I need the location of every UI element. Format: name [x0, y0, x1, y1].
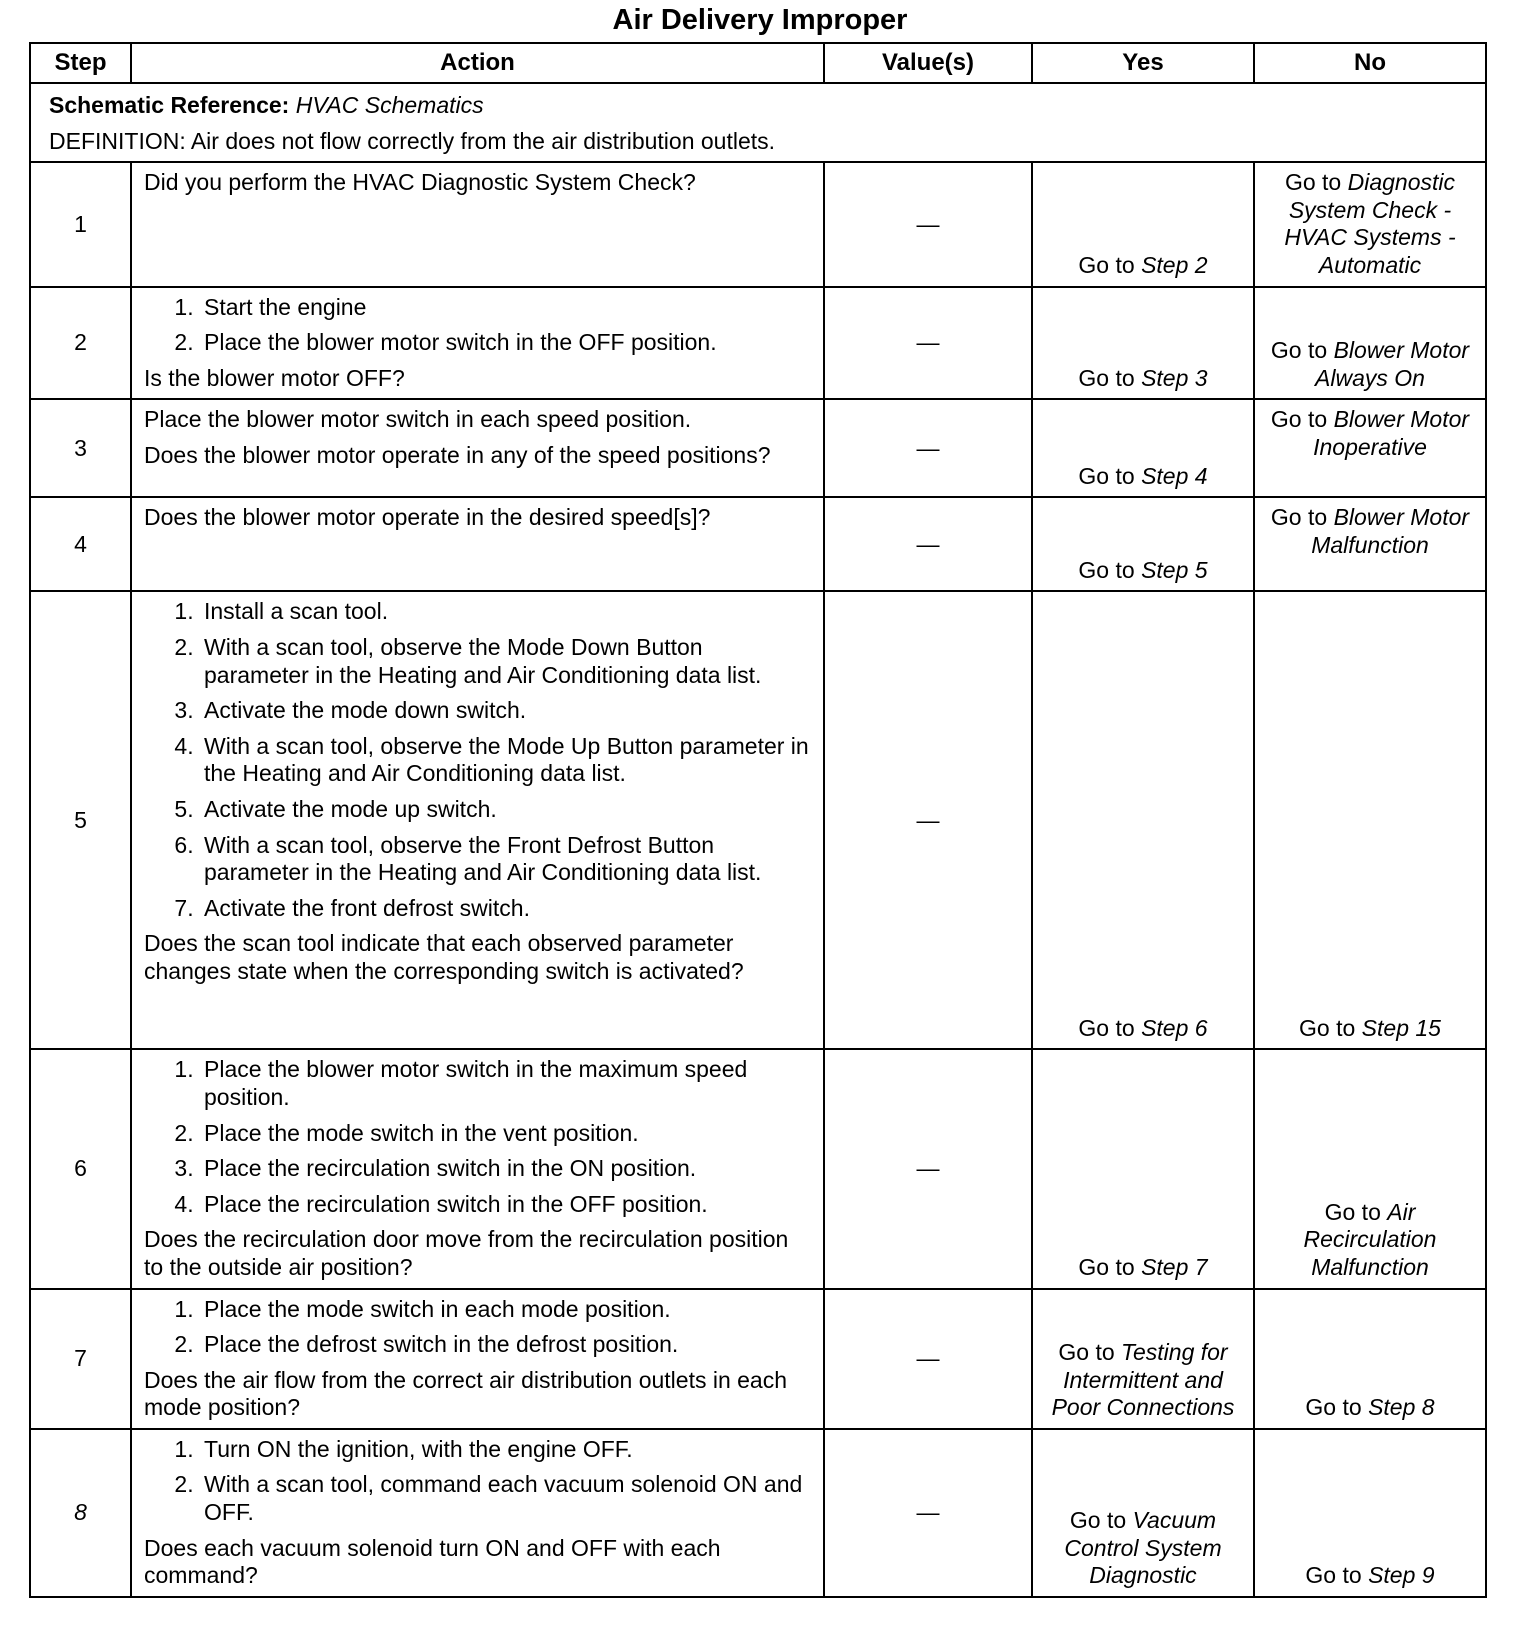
yes-cell — [1032, 497, 1254, 591]
value-cell: — — [824, 497, 1032, 591]
goto-prefix: Go to — [1270, 504, 1334, 531]
yes-cell — [1032, 591, 1254, 1049]
no-cell — [1254, 497, 1486, 591]
action-cell — [131, 162, 824, 286]
action-steps — [144, 598, 813, 922]
diagnostic-table — [29, 42, 1487, 1598]
yes-cell — [1032, 1289, 1254, 1429]
value-cell: — — [824, 1049, 1032, 1288]
step-number: 7 — [30, 1289, 131, 1429]
goto-prefix: Go to — [1270, 337, 1334, 364]
action-steps — [144, 1296, 813, 1359]
header-no: No — [1254, 43, 1486, 83]
action-steps — [144, 294, 813, 357]
definition-text: DEFINITION: Air does not flow correctly from the air distribution outlets. — [49, 127, 776, 154]
info-cell — [30, 83, 1486, 162]
step-number: 5 — [30, 591, 131, 1049]
table-row — [30, 591, 1486, 1049]
goto-prefix: Go to — [1078, 1253, 1142, 1280]
step-number: 2 — [30, 287, 131, 400]
yes-link[interactable] — [1078, 557, 1207, 583]
yes-cell — [1032, 287, 1254, 400]
schematic-link[interactable]: HVAC Schematics — [295, 92, 484, 118]
action-question: Does the blower motor operate in any of the speed positions? — [144, 441, 771, 468]
goto-prefix: Go to — [1324, 1198, 1388, 1225]
goto-target[interactable]: Step 3 — [1141, 364, 1208, 391]
action-step: 7. Activate the front defrost switch. — [200, 895, 813, 923]
no-cell — [1254, 287, 1486, 400]
yes-link[interactable] — [1078, 463, 1207, 489]
action-steps — [144, 1436, 813, 1527]
goto-target[interactable]: Blower Motor Malfunction — [1311, 504, 1470, 558]
goto-target[interactable]: Blower Motor Always On — [1315, 337, 1470, 391]
yes-cell — [1032, 1049, 1254, 1288]
action-step: 3. Place the recirculation switch in the ON position. — [200, 1155, 813, 1183]
no-cell — [1254, 399, 1486, 497]
table-row — [30, 399, 1486, 497]
goto-prefix: Go to — [1078, 1014, 1142, 1041]
action-step: 4. Place the recirculation switch in the OFF position. — [200, 1191, 813, 1219]
goto-target[interactable]: Step 9 — [1368, 1562, 1435, 1589]
action-step: 2. With a scan tool, command each vacuum solenoid ON and OFF. — [200, 1471, 813, 1526]
action-step: 1. Install a scan tool. — [200, 598, 813, 626]
step-number: 8 — [30, 1429, 131, 1597]
no-link[interactable] — [1299, 1015, 1441, 1041]
value-cell: — — [824, 1289, 1032, 1429]
action-steps — [144, 1056, 813, 1218]
header-yes: Yes — [1032, 43, 1254, 83]
goto-prefix: Go to — [1078, 462, 1142, 489]
action-cell — [131, 497, 824, 591]
action-question: Did you perform the HVAC Diagnostic System Check? — [144, 169, 696, 196]
action-step: 2. Place the mode switch in the vent position. — [200, 1120, 813, 1148]
step-rows — [30, 162, 1486, 1597]
action-question: Does each vacuum solenoid turn ON and OFF with each command? — [144, 1534, 721, 1589]
goto-target[interactable]: Vacuum Control System Diagnostic — [1064, 1507, 1222, 1589]
page-title: Air Delivery Improper — [612, 4, 908, 36]
goto-prefix: Go to — [1078, 364, 1142, 391]
goto-prefix: Go to — [1058, 1339, 1122, 1366]
goto-prefix: Go to — [1069, 1507, 1133, 1534]
action-step: 2. With a scan tool, observe the Mode Down Button parameter in the Heating and Air Conditioning data list. — [200, 634, 813, 689]
goto-target[interactable]: Air Recirculation Malfunction — [1303, 1198, 1437, 1280]
goto-target[interactable]: Step 8 — [1368, 1394, 1435, 1421]
info-row — [30, 83, 1486, 162]
step-number: 4 — [30, 497, 131, 591]
action-step: 1. Turn ON the ignition, with the engine OFF. — [200, 1436, 813, 1464]
no-link[interactable] — [1284, 169, 1455, 278]
action-step: 2. Place the defrost switch in the defrost position. — [200, 1331, 813, 1359]
header-values: Value(s) — [824, 43, 1032, 83]
table-row — [30, 497, 1486, 591]
action-question: Does the recirculation door move from the recirculation position to the outside air position? — [144, 1226, 789, 1280]
yes-link[interactable] — [1078, 1015, 1207, 1041]
action-cell — [131, 1049, 824, 1288]
no-cell — [1254, 162, 1486, 286]
no-cell — [1254, 591, 1486, 1049]
action-step: 4. With a scan tool, observe the Mode Up Button parameter in the Heating and Air Conditioning data list. — [200, 733, 813, 788]
table-row — [30, 1049, 1486, 1288]
schematic-reference — [49, 92, 1471, 120]
table-row — [30, 1429, 1486, 1597]
action-cell — [131, 399, 824, 497]
action-step: 2. Place the blower motor switch in the OFF position. — [200, 329, 813, 357]
goto-target[interactable]: Step 4 — [1141, 462, 1208, 489]
table-row — [30, 1289, 1486, 1429]
step-number: 3 — [30, 399, 131, 497]
table-row — [30, 162, 1486, 286]
value-cell: — — [824, 399, 1032, 497]
action-step: 1. Place the mode switch in each mode position. — [200, 1296, 813, 1324]
no-link[interactable] — [1271, 337, 1469, 391]
no-cell — [1254, 1429, 1486, 1597]
schematic-label: Schematic Reference: — [49, 92, 290, 118]
no-link[interactable] — [1271, 406, 1469, 460]
action-question: Does the blower motor operate in the desired speed[s]? — [144, 504, 711, 531]
no-link[interactable] — [1304, 1199, 1437, 1280]
no-link[interactable] — [1305, 1562, 1434, 1588]
action-intro: Place the blower motor switch in each speed position. — [144, 406, 692, 433]
yes-link[interactable] — [1078, 365, 1207, 391]
action-step: 1. Place the blower motor switch in the maximum speed position. — [200, 1056, 813, 1111]
action-cell — [131, 1429, 824, 1597]
action-question: Does the scan tool indicate that each observed parameter changes state when the corresponding switch is activated? — [144, 930, 744, 984]
no-cell — [1254, 1289, 1486, 1429]
yes-cell — [1032, 399, 1254, 497]
header-step: Step — [30, 43, 131, 83]
action-cell — [131, 287, 824, 400]
step-number: 1 — [30, 162, 131, 286]
header-row — [30, 43, 1486, 83]
goto-target[interactable]: Blower Motor Inoperative — [1313, 406, 1470, 460]
goto-target[interactable]: Step 2 — [1141, 251, 1208, 278]
goto-target[interactable]: Testing for Intermittent and Poor Connections — [1051, 1339, 1235, 1421]
value-cell: — — [824, 1429, 1032, 1597]
table-row — [30, 287, 1486, 400]
action-question: Is the blower motor OFF? — [144, 364, 405, 391]
goto-target[interactable]: Diagnostic System Check - HVAC Systems - Automatic — [1284, 169, 1456, 278]
step-number: 6 — [30, 1049, 131, 1288]
goto-prefix: Go to — [1270, 406, 1334, 433]
goto-prefix: Go to — [1078, 556, 1142, 583]
action-cell — [131, 591, 824, 1049]
action-step: 1. Start the engine — [200, 294, 813, 322]
yes-link[interactable] — [1078, 1254, 1207, 1280]
yes-link[interactable] — [1064, 1507, 1221, 1588]
value-cell: — — [824, 162, 1032, 286]
goto-target[interactable]: Step 5 — [1141, 556, 1208, 583]
goto-target[interactable]: Step 7 — [1141, 1253, 1208, 1280]
goto-prefix: Go to — [1284, 169, 1348, 196]
action-step: 6. With a scan tool, observe the Front Defrost Button parameter in the Heating and Air Conditioning data list. — [200, 832, 813, 887]
yes-cell — [1032, 1429, 1254, 1597]
no-cell — [1254, 1049, 1486, 1288]
yes-cell — [1032, 162, 1254, 286]
value-cell: — — [824, 287, 1032, 400]
goto-prefix: Go to — [1078, 251, 1142, 278]
yes-link[interactable] — [1078, 252, 1207, 278]
goto-target[interactable]: Step 15 — [1361, 1014, 1441, 1041]
no-link[interactable] — [1271, 504, 1469, 558]
goto-prefix: Go to — [1305, 1394, 1369, 1421]
header-action: Action — [131, 43, 824, 83]
action-cell — [131, 1289, 824, 1429]
goto-prefix: Go to — [1305, 1562, 1369, 1589]
goto-prefix: Go to — [1299, 1014, 1362, 1041]
action-step: 3. Activate the mode down switch. — [200, 697, 813, 725]
yes-link[interactable] — [1052, 1339, 1235, 1420]
action-step: 5. Activate the mode up switch. — [200, 796, 813, 824]
no-link[interactable] — [1305, 1394, 1434, 1420]
value-cell: — — [824, 591, 1032, 1049]
goto-target[interactable]: Step 6 — [1141, 1014, 1208, 1041]
action-question: Does the air flow from the correct air distribution outlets in each mode position? — [144, 1366, 788, 1421]
